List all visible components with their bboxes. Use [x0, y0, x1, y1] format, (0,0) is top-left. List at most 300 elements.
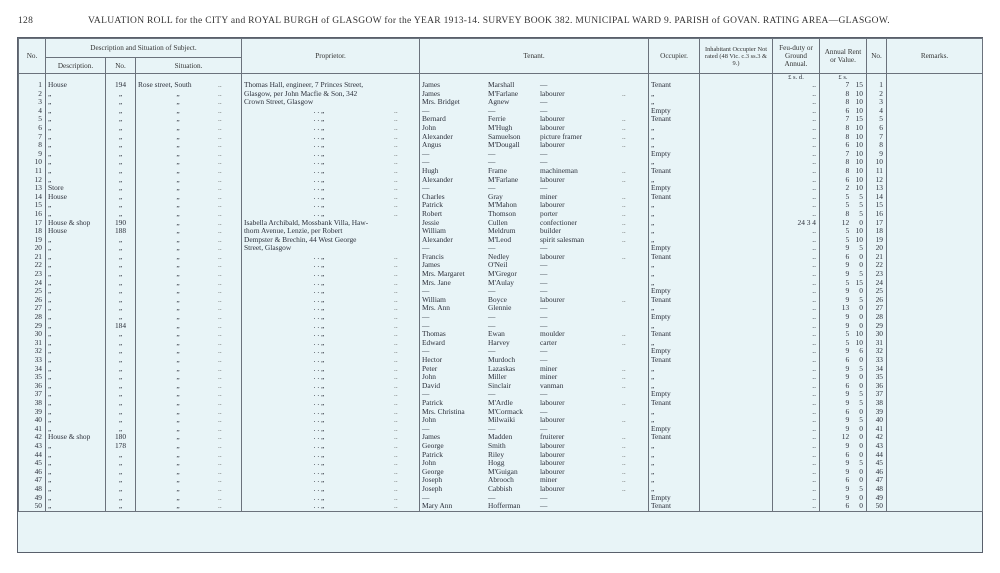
row-number-right: 30 [875, 330, 883, 339]
cell-tenant [420, 390, 649, 399]
cell-annual-rent [820, 261, 867, 270]
cell-tenant [420, 244, 649, 253]
row-feu-duty: .. [812, 201, 816, 210]
table-row [19, 476, 983, 485]
row-situation-dots: .. [218, 158, 222, 167]
row-feu-duty: .. [812, 244, 816, 253]
row-description: „ [48, 407, 52, 416]
row-number-right: 24 [875, 278, 883, 287]
row-number-right: 20 [875, 244, 883, 253]
cell-tenant [420, 365, 649, 374]
row-street-number: „ [118, 98, 123, 107]
cell-feu-duty [773, 193, 820, 202]
rent-pounds: 8 [845, 166, 850, 175]
table-row [19, 425, 983, 434]
row-situation: „ [176, 201, 180, 210]
cell-feu-duty [773, 236, 820, 245]
row-situation: Rose street, South [138, 81, 192, 89]
cell-proprietor [242, 494, 420, 503]
cell-occupier [649, 373, 700, 382]
tenant-occupation: labourer [540, 252, 565, 261]
cell-no [19, 90, 46, 99]
row-situation-dots: .. [218, 201, 222, 210]
cell-annual-rent [820, 485, 867, 494]
tenant-occupation: labourer [540, 141, 565, 150]
tenant-last-name: M'Leod [488, 235, 512, 244]
table-row [19, 322, 983, 331]
tenant-first-name: Joseph [422, 484, 443, 493]
cell-situation [136, 313, 242, 322]
cell-description [46, 115, 106, 124]
row-number: 16 [34, 209, 42, 218]
row-number-right: 43 [875, 441, 883, 450]
cell-no [19, 98, 46, 107]
cell-occupier [649, 416, 700, 425]
cell-remarks [887, 304, 983, 313]
cell-proprietor [242, 476, 420, 485]
rent-pounds: 12 [841, 433, 850, 442]
cell-number [106, 244, 136, 253]
row-number: 13 [34, 184, 42, 193]
row-feu-duty: .. [812, 132, 816, 141]
row-situation-dots: .. [218, 270, 222, 279]
row-situation: „ [176, 149, 180, 158]
cell-no [19, 356, 46, 365]
row-situation-dots: .. [218, 132, 222, 141]
tenant-occupation: miner [540, 476, 558, 485]
cell-situation [136, 150, 242, 159]
tenant-occupation: labourer [540, 175, 565, 184]
rent-pounds: 9 [845, 390, 850, 399]
tenant-occupation: porter [540, 209, 558, 218]
rent-shillings: 5 [859, 244, 863, 253]
row-street-number: 194 [114, 81, 127, 89]
cell-occupier [649, 287, 700, 296]
cell-tenant [420, 313, 649, 322]
cell-tenant [420, 133, 649, 142]
tenant-dots: .. [622, 89, 626, 98]
row-feu-duty: .. [812, 330, 816, 339]
cell-tenant [420, 107, 649, 116]
rent-pounds: 5 [845, 235, 850, 244]
cell-situation [136, 442, 242, 451]
row-situation: „ [176, 441, 180, 450]
row-number-right: 41 [875, 424, 883, 433]
cell-remarks [887, 425, 983, 434]
tenant-dots: .. [622, 441, 626, 450]
cell-annual-rent [820, 313, 867, 322]
cell-annual-rent [820, 287, 867, 296]
table-row [19, 433, 983, 442]
row-proprietor: thorn Avenue, Lenzie, per Robert [244, 227, 343, 236]
cell-proprietor [242, 356, 420, 365]
cell-tenant [420, 330, 649, 339]
cell-inhabitant [700, 150, 773, 159]
table-row [19, 270, 983, 279]
cell-remarks [887, 373, 983, 382]
tenant-occupation: miner [540, 364, 558, 373]
cell-proprietor [242, 425, 420, 434]
tenant-last-name: Agnew [488, 98, 510, 107]
cell-inhabitant [700, 201, 773, 210]
cell-situation [136, 107, 242, 116]
tenant-last-name: Glennie [488, 304, 512, 313]
cell-description [46, 210, 106, 219]
rent-shillings: 5 [859, 201, 863, 210]
cell-no-right [867, 184, 887, 193]
row-situation-dots: .. [218, 450, 222, 459]
row-number: 19 [34, 235, 42, 244]
tenant-last-name: Ferrie [488, 115, 506, 124]
cell-no [19, 373, 46, 382]
cell-number [106, 115, 136, 124]
cell-no [19, 81, 46, 90]
cell-description [46, 184, 106, 193]
cell-no-right [867, 416, 887, 425]
row-occupier: Tenant [651, 115, 672, 124]
cell-number [106, 399, 136, 408]
cell-description [46, 356, 106, 365]
row-situation: „ [176, 398, 180, 407]
row-proprietor: . . „ [313, 321, 325, 330]
row-description: „ [48, 356, 52, 364]
row-situation-dots: .. [218, 356, 222, 364]
tenant-last-name: — [488, 149, 496, 158]
tenant-last-name: M'Guigan [488, 467, 518, 476]
cell-situation [136, 244, 242, 253]
rent-pounds: 8 [845, 132, 850, 141]
tenant-occupation: labourer [540, 441, 565, 450]
row-description: „ [48, 416, 52, 425]
row-number: 9 [38, 149, 42, 158]
table-row [19, 347, 983, 356]
cell-occupier [649, 347, 700, 356]
units-label: £ s. d. [773, 74, 820, 82]
row-occupier: Tenant [651, 252, 672, 261]
tenant-occupation: — [540, 493, 548, 502]
cell-proprietor [242, 98, 420, 107]
cell-number [106, 270, 136, 279]
row-street-number: „ [118, 330, 123, 339]
cell-situation [136, 451, 242, 460]
tenant-dots: .. [622, 218, 626, 227]
cell-number [106, 210, 136, 219]
cell-occupier [649, 468, 700, 477]
cell-no-right [867, 313, 887, 322]
table-row [19, 304, 983, 313]
row-number: 43 [34, 441, 42, 450]
cell-annual-rent [820, 270, 867, 279]
tenant-dots: .. [622, 252, 626, 261]
cell-tenant [420, 236, 649, 245]
cell-inhabitant [700, 90, 773, 99]
row-street-number: „ [118, 381, 123, 390]
row-feu-duty: .. [812, 252, 816, 261]
cell-occupier [649, 210, 700, 219]
row-street-number: „ [118, 166, 123, 175]
row-number-right: 48 [875, 484, 883, 493]
cell-remarks [887, 133, 983, 142]
rent-shillings: 10 [855, 149, 863, 158]
cell-number [106, 158, 136, 167]
row-number-right: 29 [875, 321, 883, 330]
cell-proprietor [242, 442, 420, 451]
row-occupier: Empty [651, 244, 671, 253]
row-situation-dots: .. [218, 467, 222, 476]
row-occupier: „ [651, 132, 655, 141]
row-street-number: „ [118, 476, 123, 485]
row-proprietor: . . „ [313, 175, 325, 184]
tenant-last-name: M'Farlane [488, 89, 519, 98]
tenant-occupation: labourer [540, 201, 565, 210]
cell-situation [136, 167, 242, 176]
tenant-occupation: — [540, 158, 548, 167]
rent-pounds: 7 [845, 115, 850, 124]
row-proprietor: . . „ [313, 158, 325, 167]
valuation-table-sheet [17, 37, 983, 553]
row-street-number: „ [118, 175, 123, 184]
cell-annual-rent [820, 115, 867, 124]
tenant-last-name: Thomson [488, 209, 516, 218]
row-feu-duty: .. [812, 261, 816, 270]
cell-inhabitant [700, 382, 773, 391]
cell-number [106, 382, 136, 391]
row-number: 47 [34, 476, 42, 485]
row-proprietor-dots: .. [394, 450, 398, 459]
row-number-right: 26 [875, 295, 883, 304]
row-number-right: 34 [875, 364, 883, 373]
row-proprietor-dots: .. [394, 175, 398, 184]
row-proprietor: . . „ [313, 381, 325, 390]
cell-no-right [867, 476, 887, 485]
cell-occupier [649, 261, 700, 270]
cell-inhabitant [700, 141, 773, 150]
row-number: 21 [34, 252, 42, 261]
table-row [19, 90, 983, 99]
tenant-occupation: — [540, 347, 548, 356]
row-number: 28 [34, 313, 42, 322]
cell-annual-rent [820, 322, 867, 331]
cell-feu-duty [773, 115, 820, 124]
cell-number [106, 468, 136, 477]
row-occupier: „ [651, 158, 655, 167]
tenant-occupation: confectioner [540, 218, 577, 227]
tenant-last-name: Madden [488, 433, 513, 442]
cell-description [46, 167, 106, 176]
cell-remarks [887, 356, 983, 365]
cell-no [19, 236, 46, 245]
units-row [19, 74, 983, 82]
tenant-first-name: Jessie [422, 218, 440, 227]
cell-annual-rent [820, 459, 867, 468]
row-number: 5 [38, 115, 42, 124]
row-number: 39 [34, 407, 42, 416]
cell-annual-rent [820, 399, 867, 408]
tenant-dots: .. [622, 467, 626, 476]
table-row [19, 373, 983, 382]
row-proprietor: . . „ [313, 338, 325, 347]
cell-proprietor [242, 279, 420, 288]
row-description: „ [48, 502, 52, 511]
row-situation: „ [176, 252, 180, 261]
cell-annual-rent [820, 184, 867, 193]
row-description: House [48, 81, 67, 89]
tenant-first-name: James [422, 89, 441, 98]
tenant-last-name: Abrooch [488, 476, 514, 485]
row-situation: „ [176, 313, 180, 322]
cell-proprietor [242, 330, 420, 339]
row-proprietor: Street, Glasgow [244, 244, 292, 253]
cell-description [46, 81, 106, 90]
cell-inhabitant [700, 313, 773, 322]
tenant-dots: .. [622, 227, 626, 236]
row-proprietor: . . „ [313, 123, 325, 132]
rent-pounds: 8 [845, 123, 850, 132]
rent-pounds: 6 [845, 141, 850, 150]
cell-proprietor [242, 459, 420, 468]
cell-feu-duty [773, 227, 820, 236]
rent-pounds: 9 [845, 313, 850, 322]
tenant-first-name: Alexander [422, 132, 453, 141]
cell-number [106, 98, 136, 107]
cell-annual-rent [820, 304, 867, 313]
row-number: 40 [34, 416, 42, 425]
cell-tenant [420, 158, 649, 167]
cell-situation [136, 373, 242, 382]
cell-inhabitant [700, 279, 773, 288]
cell-remarks [887, 451, 983, 460]
row-number: 10 [34, 158, 42, 167]
row-proprietor-dots: .. [394, 433, 398, 442]
row-number: 44 [34, 450, 42, 459]
table-row [19, 468, 983, 477]
row-street-number: „ [118, 235, 123, 244]
row-description: „ [48, 459, 52, 468]
units-blank [649, 74, 700, 82]
cell-inhabitant [700, 347, 773, 356]
row-number-right: 10 [875, 158, 883, 167]
cell-no [19, 468, 46, 477]
cell-annual-rent [820, 425, 867, 434]
row-proprietor: . . „ [313, 192, 325, 201]
cell-no-right [867, 219, 887, 228]
tenant-first-name: James [422, 81, 441, 89]
cell-no-right [867, 330, 887, 339]
rent-shillings: 5 [859, 484, 863, 493]
row-occupier: „ [651, 227, 655, 236]
row-number-right: 7 [879, 132, 883, 141]
cell-no [19, 399, 46, 408]
tenant-dots: .. [622, 330, 626, 339]
tenant-occupation: miner [540, 192, 558, 201]
row-situation-dots: .. [218, 373, 222, 382]
table-row [19, 184, 983, 193]
rent-shillings: 0 [859, 476, 863, 485]
cell-inhabitant [700, 459, 773, 468]
cell-remarks [887, 141, 983, 150]
cell-situation [136, 502, 242, 511]
cell-feu-duty [773, 408, 820, 417]
cell-annual-rent [820, 167, 867, 176]
rent-pounds: 9 [845, 493, 850, 502]
row-proprietor-dots: .. [394, 252, 398, 261]
row-street-number: „ [118, 149, 123, 158]
row-description: „ [48, 304, 52, 313]
units-blank [106, 74, 136, 82]
row-street-number: „ [118, 295, 123, 304]
row-street-number: „ [118, 338, 123, 347]
cell-occupier [649, 442, 700, 451]
row-feu-duty: .. [812, 295, 816, 304]
cell-feu-duty [773, 459, 820, 468]
cell-description [46, 124, 106, 133]
cell-situation [136, 184, 242, 193]
tenant-last-name: M'Cormack [488, 407, 523, 416]
cell-description [46, 399, 106, 408]
cell-situation [136, 416, 242, 425]
row-proprietor: . . „ [313, 356, 325, 364]
row-street-number: „ [118, 416, 123, 425]
row-proprietor-dots: .. [394, 347, 398, 356]
row-situation-dots: .. [218, 98, 222, 107]
row-street-number: „ [118, 123, 123, 132]
rent-shillings: 5 [859, 364, 863, 373]
cell-no-right [867, 287, 887, 296]
cell-number [106, 253, 136, 262]
tenant-occupation: — [540, 321, 548, 330]
row-occupier: Tenant [651, 330, 672, 339]
tenant-first-name: Francis [422, 252, 444, 261]
cell-tenant [420, 322, 649, 331]
cell-inhabitant [700, 115, 773, 124]
cell-annual-rent [820, 124, 867, 133]
cell-number [106, 373, 136, 382]
tenant-last-name: Sinclair [488, 381, 511, 390]
cell-remarks [887, 176, 983, 185]
cell-annual-rent [820, 433, 867, 442]
rent-shillings: 0 [859, 502, 863, 511]
cell-annual-rent [820, 279, 867, 288]
row-proprietor-dots: .. [394, 184, 398, 193]
row-occupier: Empty [651, 287, 671, 296]
row-feu-duty: .. [812, 398, 816, 407]
row-number-right: 9 [879, 149, 883, 158]
cell-no [19, 115, 46, 124]
row-street-number: „ [118, 89, 123, 98]
cell-number [106, 425, 136, 434]
cell-number [106, 227, 136, 236]
row-feu-duty: .. [812, 381, 816, 390]
col-description: Description. [46, 58, 106, 74]
row-proprietor: Glasgow, per John Macfie & Son, 342 [244, 89, 358, 98]
row-occupier: „ [651, 304, 655, 313]
cell-no [19, 296, 46, 305]
rent-pounds: 8 [845, 209, 850, 218]
cell-feu-duty [773, 494, 820, 503]
cell-no-right [867, 365, 887, 374]
cell-feu-duty [773, 425, 820, 434]
cell-annual-rent [820, 373, 867, 382]
rent-pounds: 9 [845, 270, 850, 279]
cell-remarks [887, 279, 983, 288]
row-situation: „ [176, 390, 180, 399]
cell-annual-rent [820, 158, 867, 167]
cell-proprietor [242, 399, 420, 408]
row-proprietor: . . „ [313, 441, 325, 450]
row-street-number: „ [118, 467, 123, 476]
rent-pounds: 9 [845, 295, 850, 304]
row-feu-duty: .. [812, 175, 816, 184]
